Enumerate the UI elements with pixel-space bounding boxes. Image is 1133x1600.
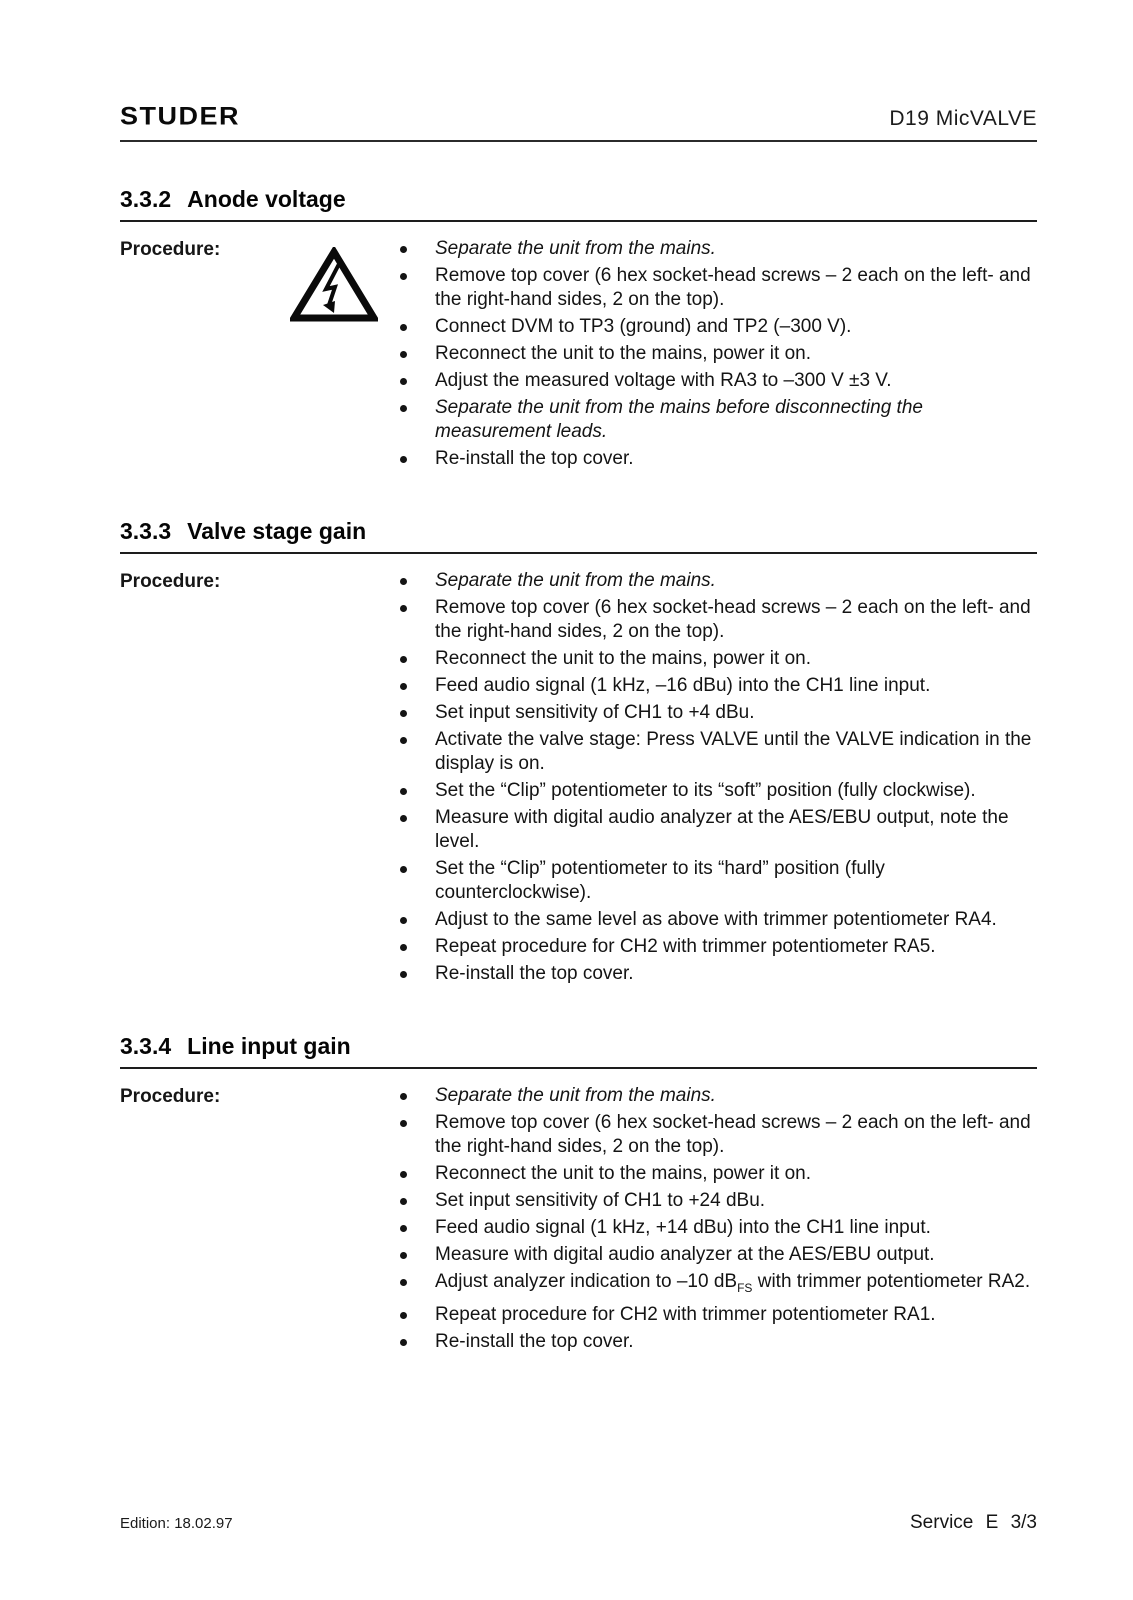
step-text: Set the “Clip” potentiometer to its “hard” position (fully counterclockwise). bbox=[435, 858, 885, 903]
procedure-block bbox=[120, 1084, 1037, 1357]
bullet-icon bbox=[400, 866, 407, 873]
step-text: Reconnect the unit to the mains, power it on. bbox=[435, 343, 811, 364]
procedure-step bbox=[395, 647, 1037, 671]
page-reference: Service E 3/3 bbox=[910, 1512, 1037, 1533]
bullet-icon bbox=[400, 710, 407, 717]
procedure-label: Procedure: bbox=[120, 571, 221, 592]
bullet-icon bbox=[400, 578, 407, 585]
bullet-icon bbox=[400, 944, 407, 951]
bullet-icon bbox=[400, 1120, 407, 1127]
section-number: 3.3.3 bbox=[120, 518, 172, 544]
document-title: D19 MicVALVE bbox=[889, 107, 1037, 130]
step-text: Feed audio signal (1 kHz, –16 dBu) into the CH1 line input. bbox=[435, 675, 931, 696]
manual-section bbox=[120, 1033, 1037, 1357]
high-voltage-warning-icon bbox=[290, 237, 395, 323]
procedure-step bbox=[395, 1270, 1037, 1300]
page-footer bbox=[120, 1512, 1037, 1534]
bullet-icon bbox=[400, 1252, 407, 1259]
section-heading bbox=[120, 1033, 1037, 1069]
procedure-label: Procedure: bbox=[120, 239, 221, 260]
procedure-label: Procedure: bbox=[120, 1086, 221, 1107]
section-number: 3.3.2 bbox=[120, 186, 172, 212]
bullet-icon bbox=[400, 656, 407, 663]
procedure-step bbox=[395, 1216, 1037, 1240]
procedure-block bbox=[120, 237, 1037, 474]
procedure-step bbox=[395, 1189, 1037, 1213]
step-text: Re-install the top cover. bbox=[435, 963, 634, 984]
bullet-icon bbox=[400, 1093, 407, 1100]
procedure-step bbox=[395, 962, 1037, 986]
bullet-icon bbox=[400, 456, 407, 463]
procedure-step bbox=[395, 447, 1037, 471]
bullet-icon bbox=[400, 351, 407, 358]
step-text: Repeat procedure for CH2 with trimmer potentiometer RA5. bbox=[435, 936, 936, 957]
procedure-step bbox=[395, 569, 1037, 593]
section-heading bbox=[120, 186, 1037, 222]
step-text: Adjust analyzer indication to –10 $dB_{FS}$ with trimmer potentiometer RA2. bbox=[435, 1271, 1031, 1295]
step-text: Connect DVM to TP3 (ground) and TP2 (–300 V). bbox=[435, 316, 852, 337]
step-text: Re-install the top cover. bbox=[435, 448, 634, 469]
bullet-icon bbox=[400, 605, 407, 612]
procedure-step bbox=[395, 315, 1037, 339]
procedure-step bbox=[395, 369, 1037, 393]
procedure-step bbox=[395, 779, 1037, 803]
procedure-step bbox=[395, 1084, 1037, 1108]
procedure-step bbox=[395, 701, 1037, 725]
step-text: Set input sensitivity of CH1 to +4 dBu. bbox=[435, 702, 755, 723]
bullet-icon bbox=[400, 1171, 407, 1178]
step-text: Re-install the top cover. bbox=[435, 1330, 634, 1352]
step-text: Adjust the measured voltage with RA3 to –300 V ±3 V. bbox=[435, 370, 892, 391]
bullet-icon bbox=[400, 405, 407, 412]
step-text: Remove top cover (6 hex socket-head screws – 2 each on the left- and the right-hand sides, 2 on the top). bbox=[435, 1112, 1031, 1157]
bullet-icon bbox=[400, 1279, 407, 1286]
bullet-icon bbox=[400, 246, 407, 253]
bullet-icon bbox=[400, 971, 407, 978]
step-text: Remove top cover (6 hex socket-head screws – 2 each on the left- and the right-hand sides, 2 on the top). bbox=[435, 597, 1031, 642]
bullet-icon bbox=[400, 917, 407, 924]
procedure-block bbox=[120, 569, 1037, 989]
procedure-step bbox=[395, 396, 1037, 444]
procedure-step bbox=[395, 237, 1037, 261]
sections bbox=[120, 186, 1037, 1357]
step-text: Separate the unit from the mains. bbox=[435, 570, 716, 591]
studer-logo: STUDER bbox=[120, 102, 241, 131]
bullet-icon bbox=[400, 1339, 407, 1346]
procedure-step bbox=[395, 857, 1037, 905]
manual-section bbox=[120, 518, 1037, 989]
procedure-step bbox=[395, 342, 1037, 366]
section-title: Anode voltage bbox=[187, 186, 346, 212]
procedure-step bbox=[395, 1243, 1037, 1267]
bullet-icon bbox=[400, 815, 407, 822]
procedure-step bbox=[395, 1303, 1037, 1327]
procedure-step bbox=[395, 1111, 1037, 1159]
step-text: Set input sensitivity of CH1 to +24 dBu. bbox=[435, 1190, 766, 1211]
bullet-icon bbox=[400, 788, 407, 795]
step-text: Reconnect the unit to the mains, power it on. bbox=[435, 1163, 811, 1184]
step-text: Set the “Clip” potentiometer to its “soft” position (fully clockwise). bbox=[435, 780, 976, 801]
procedure-step bbox=[395, 596, 1037, 644]
procedure-step bbox=[395, 1162, 1037, 1186]
bullet-icon bbox=[400, 737, 407, 744]
procedure-step bbox=[395, 935, 1037, 959]
step-text: Feed audio signal (1 kHz, +14 dBu) into the CH1 line input. bbox=[435, 1217, 931, 1238]
step-text: Separate the unit from the mains. bbox=[435, 238, 716, 259]
step-text: Repeat procedure for CH2 with trimmer potentiometer RA1. bbox=[435, 1303, 936, 1325]
bullet-icon bbox=[400, 378, 407, 385]
procedure-step bbox=[395, 264, 1037, 312]
manual-section bbox=[120, 186, 1037, 474]
step-text: Separate the unit from the mains before disconnecting the measurement leads. bbox=[435, 397, 923, 442]
bullet-icon bbox=[400, 324, 407, 331]
procedure-step bbox=[395, 806, 1037, 854]
bullet-icon bbox=[400, 1312, 407, 1319]
step-text: Measure with digital audio analyzer at the AES/EBU output, note the level. bbox=[435, 807, 1009, 852]
procedure-list bbox=[395, 237, 1037, 474]
procedure-list bbox=[395, 1084, 1037, 1357]
procedure-step bbox=[395, 908, 1037, 932]
bullet-icon bbox=[400, 273, 407, 280]
procedure-step bbox=[395, 674, 1037, 698]
section-number: 3.3.4 bbox=[120, 1033, 172, 1059]
section-title: Line input gain bbox=[187, 1033, 351, 1059]
bullet-icon bbox=[400, 1225, 407, 1232]
edition-date: Edition: 18.02.97 bbox=[120, 1515, 233, 1532]
page-header bbox=[120, 100, 1037, 142]
bullet-icon bbox=[400, 683, 407, 690]
step-text: Remove top cover (6 hex socket-head screws – 2 each on the left- and the right-hand sides, 2 on the top). bbox=[435, 265, 1031, 310]
procedure-step bbox=[395, 1330, 1037, 1354]
step-text: Measure with digital audio analyzer at the AES/EBU output. bbox=[435, 1244, 935, 1265]
procedure-list bbox=[395, 569, 1037, 989]
step-text: Separate the unit from the mains. bbox=[435, 1085, 716, 1106]
step-text: Adjust to the same level as above with trimmer potentiometer RA4. bbox=[435, 909, 997, 930]
step-text: Reconnect the unit to the mains, power it on. bbox=[435, 648, 811, 669]
step-text: Activate the valve stage: Press VALVE until the VALVE indication in the display is on. bbox=[435, 729, 1032, 774]
section-title: Valve stage gain bbox=[187, 518, 367, 544]
bullet-icon bbox=[400, 1198, 407, 1205]
procedure-step bbox=[395, 728, 1037, 776]
section-heading bbox=[120, 518, 1037, 554]
